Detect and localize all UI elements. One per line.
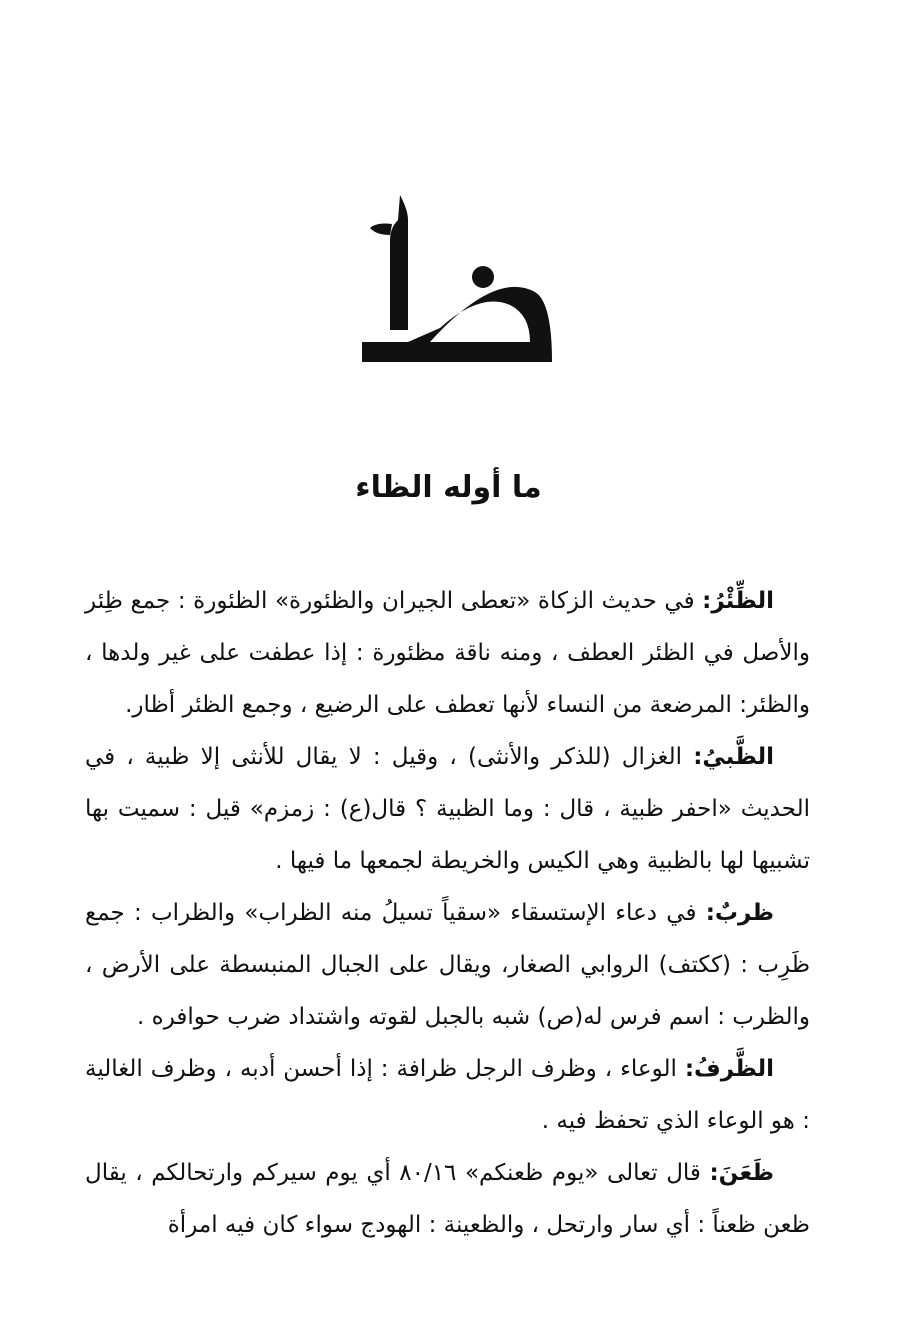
entry-zaby (85, 731, 810, 887)
entry-text: قال تعالى «يوم ظعنكم» ٨٠/١٦ أي يوم سيركم وارتحالكم ، يقال ظعن ظعناً : أي سار وارتحل ، والظعينة : الهودج سواء كان فيه امرأة (85, 1160, 810, 1238)
entry-headword: ظَعَنَ: (709, 1160, 774, 1186)
entry-headword: الظِّئْرُ: (702, 588, 774, 614)
entry-headword: ظربٌ: (705, 900, 774, 926)
entry-zarf (85, 1043, 810, 1147)
dictionary-entries (85, 575, 810, 1251)
entry-text: في حديث الزكاة «تعطى الجيران والظئورة» الظئورة : جمع ظِئر والأصل في الظئر العطف ، ومنه ناقة مظئورة : إذا عطفت على غير ولدها ، والظئر: المرضعة من النساء لأنها تعطف على الرضيع ، وجمع الظئر أظار. (85, 588, 810, 718)
entry-zaan (85, 1147, 810, 1251)
chapter-title: ما أوله الظاء (355, 470, 542, 505)
decorative-letter-zah (340, 180, 570, 380)
entry-zarb (85, 887, 810, 1043)
entry-zi-r (85, 575, 810, 731)
entry-text: الوعاء ، وظرف الرجل ظرافة : إذا أحسن أدبه ، وظرف الغالية : هو الوعاء الذي تحفظ فيه . (85, 1056, 810, 1134)
entry-text: في دعاء الإستسقاء «سقياً تسيلُ منه الظراب» والظراب : جمع ظَرِب : (ككتف) الروابي الصغار، ويقال على الجبال المنبسطة على الأرض ، والظرب : اسم فرس له(ص) شبه بالجبل لقوته واشتداد ضرب حوافره . (85, 900, 810, 1030)
entry-text: الغزال (للذكر والأنثى) ، وقيل : لا يقال للأنثى إلا ظبية ، في الحديث «احفر ظبية ، قال : وما الظبية ؟ قال(ع) : زمزم» قيل : سميت بها تشبيها لها بالظبية وهي الكيس والخريطة لجمعها ما فيها . (85, 744, 810, 874)
entry-headword: الظَّرفُ: (684, 1056, 774, 1082)
entry-headword: الظَّبيُ: (693, 744, 774, 770)
